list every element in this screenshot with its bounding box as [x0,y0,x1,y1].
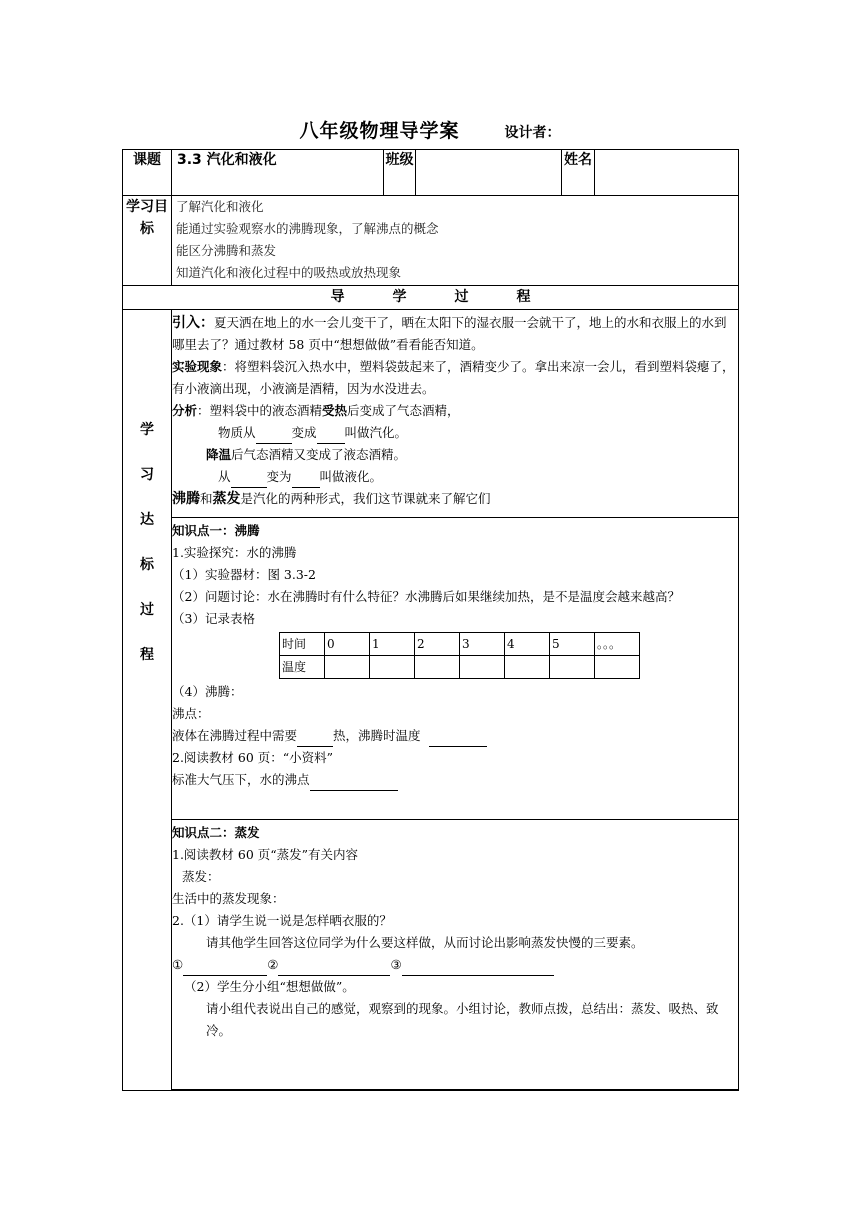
circle-number: ③ [390,957,402,972]
analysis-label: 分析 [172,403,198,418]
summary-text: 是汽化的两种形式，我们这节课就来了解它们 [240,491,491,506]
line-text: 液体在沸腾过程中需要 [172,728,298,743]
page-title [0,116,860,143]
fill-blank[interactable] [310,776,398,791]
fill-blank[interactable] [256,429,292,444]
class-label: 班级 [384,150,416,196]
fill-blank[interactable] [183,961,267,976]
record-cell: 1 [370,633,415,656]
record-table [279,632,640,679]
intro-lead-text: 夏天洒在地上的水一会儿变干了，晒在太阳下的湿衣服一会就干了，地上的水和衣服上的水到哪里去了？通过教材 58 页中“想想做做”看看能否知道。 [172,315,727,352]
process-header-row [123,286,739,310]
record-input-cell[interactable] [505,656,550,679]
side-label-char: 标 [140,557,154,573]
side-label-char: 习 [140,467,154,483]
phenomenon-text: ：将塑料袋沉入热水中，塑料袋鼓起来了，酒精变少了。拿出来凉一会儿，看到塑料袋瘪了，有小液滴出现，小液滴是酒精，因为水没进去。 [172,359,735,396]
line-text: 变为 [266,469,292,484]
goal-item: 能区分沸腾和蒸发 [176,243,277,258]
circle-number: ② [267,957,279,972]
document-title: 八年级物理导学案 [299,120,460,142]
kp2-title: 知识点二：蒸发 [172,825,260,840]
side-label-char: 程 [140,647,154,663]
process-header-char: 过 [454,289,469,305]
name-label: 姓名 [562,150,595,196]
intro-phenomenon [172,356,738,400]
boil-term: 沸腾 [172,491,200,507]
circle-number: ① [172,957,184,972]
side-label-char: 过 [140,602,154,618]
kp1-line: 1.实验探究：水的沸腾 [172,545,297,560]
kp2-section [172,820,739,1090]
kp1-line: 沸点： [172,706,210,721]
record-cell: 温度 [280,656,325,679]
goals-list [172,196,739,286]
process-header-char: 程 [516,289,531,305]
line-text: 从 [218,469,231,484]
record-input-cell[interactable] [595,656,640,679]
record-cell: 4 [505,633,550,656]
topic-value: 3.3 汽化和液化 [172,150,384,196]
name-field[interactable] [595,150,739,196]
analysis-heat: 受热 [322,403,348,418]
side-label-char: 学 [140,422,154,438]
goal-item: 能通过实验观察水的沸腾现象，了解沸点的概念 [176,221,439,236]
record-input-cell[interactable] [415,656,460,679]
goals-label: 学习目标 [123,196,172,286]
side-label [123,310,172,1091]
kp1-line: （2）问题讨论：水在沸腾时有什么特征？水沸腾后如果继续加热，是不是温度会越来越高？ [172,589,680,604]
process-header-char: 学 [392,289,407,305]
kp1-line [172,725,738,747]
analysis-text-b: 后变成了气态酒精， [347,403,460,418]
record-cell: 。。。 [595,633,640,656]
intro-lead [172,312,738,356]
kp2-line: （2）学生分小组“想想做做”。 [184,979,355,994]
analysis-text-a: ：塑料袋中的液态酒精 [197,403,323,418]
record-cell: 3 [460,633,505,656]
intro-analysis [172,400,738,422]
line-text: 和 [200,491,213,506]
topic-label: 课题 [123,150,172,196]
kp1-line: 2.阅读教材 60 页：“小资料” [172,750,334,765]
record-cell: 时间 [280,633,325,656]
kp2-row [123,820,739,1090]
record-input-cell[interactable] [460,656,505,679]
vaporization-line [172,422,738,444]
record-row-temp [280,656,640,679]
kp1-line [172,769,738,791]
fill-blank[interactable] [278,961,390,976]
process-header [123,286,739,310]
spacer-cell [172,1090,739,1091]
intro-section [172,310,739,518]
record-row-time [280,633,640,656]
record-input-cell[interactable] [370,656,415,679]
kp1-row [123,518,739,820]
record-cell: 5 [550,633,595,656]
fill-blank[interactable] [231,473,267,488]
kp1-title: 知识点一：沸腾 [172,523,260,538]
line-text: 叫做汽化。 [344,425,408,440]
intro-summary [172,488,738,510]
goals-row [123,196,739,286]
kp2-line: 1.阅读教材 60 页“蒸发”有关内容 [172,847,359,862]
fill-blank[interactable] [317,429,345,444]
designer-label: 设计者： [504,125,561,141]
kp2-line: 生活中的蒸发现象： [172,891,285,906]
fill-blank[interactable] [292,473,320,488]
record-input-cell[interactable] [325,656,370,679]
process-header-char: 导 [330,289,345,305]
fill-blank[interactable] [297,732,333,747]
evap-term: 蒸发 [212,491,241,507]
spacer-row [123,1090,739,1091]
kp1-line: （3）记录表格 [172,611,255,626]
liquefaction-line [172,466,738,488]
record-cell: 0 [325,633,370,656]
fill-blank[interactable] [402,961,554,976]
goal-item: 知道汽化和液化过程中的吸热或放热现象 [176,265,402,280]
kp2-line: 请小组代表说出自己的感觉，观察到的现象。小组讨论，教师点拨，总结出：蒸发、吸热、致冷。 [206,1001,719,1038]
goal-item: 了解汽化和液化 [176,199,264,214]
kp1-line: （4）沸腾： [172,684,243,699]
line-text: 物质从 [218,425,256,440]
intro-lead-label: 引入： [172,315,214,331]
kp1-section [172,518,739,820]
record-cell: 2 [415,633,460,656]
intro-row [123,310,739,518]
info-row [123,150,739,196]
class-field[interactable] [416,150,562,196]
three-factors-line [172,954,738,976]
line-text: 变成 [291,425,317,440]
cool-label: 降温 [206,447,232,462]
kp2-line: 请其他学生回答这位同学为什么要这样做，从而讨论出影响蒸发快慢的三要素。 [206,935,644,950]
line-text: 标准大气压下，水的沸点 [172,772,310,787]
line-text: 叫做液化。 [319,469,383,484]
kp2-line: 蒸发： [182,869,220,884]
line-text: 热，沸腾时温度 [333,728,421,743]
phenomenon-label: 实验现象 [172,359,223,374]
worksheet-table [122,149,739,1091]
cooling-line [172,444,738,466]
cool-text: 后气态酒精又变成了液态酒精。 [231,447,407,462]
record-input-cell[interactable] [550,656,595,679]
fill-blank[interactable] [429,732,487,747]
kp1-line: （1）实验器材：图 3.3-2 [172,567,316,582]
kp2-line: 2.（1）请学生说一说是怎样晒衣服的？ [172,913,392,928]
side-label-char: 达 [140,512,154,528]
